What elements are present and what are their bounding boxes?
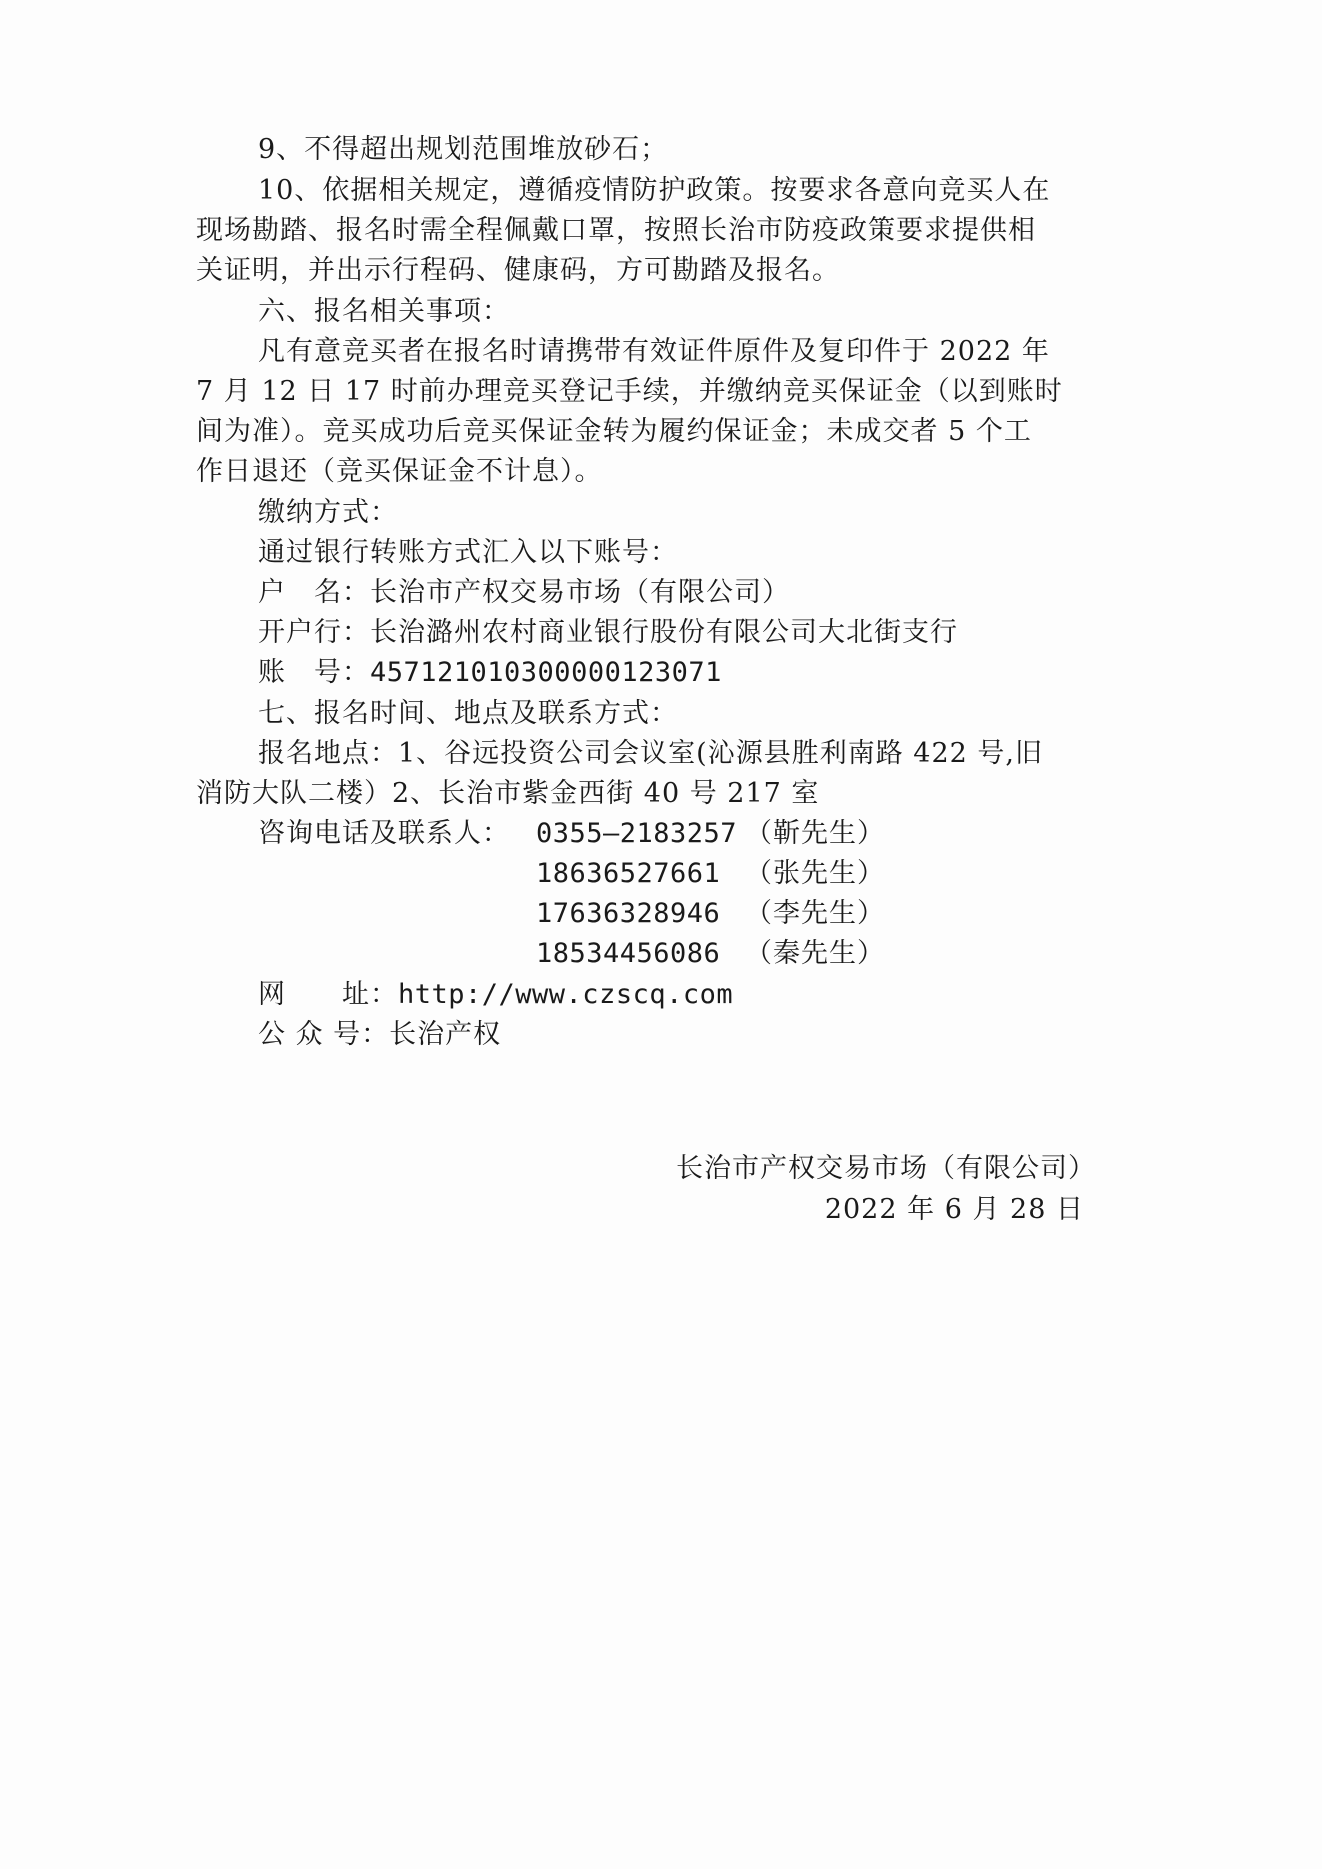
account-number-row [258, 654, 722, 692]
wechat-account: 公 众 号：长治产权 [258, 1019, 502, 1050]
website-row [258, 976, 733, 1014]
item-9: 9、不得超出规划范围堆放砂石； [258, 134, 669, 165]
item-10-line-3: 关证明，并出示行程码、健康码，方可勘踏及报名。 [196, 255, 840, 286]
contact-phone: 17636328946 [536, 898, 721, 929]
item-10-line-2: 现场勘踏、报名时需全程佩戴口罩，按照长治市防疫政策要求提供相 [196, 215, 1036, 246]
contact-phone: 0355—2183257 [536, 818, 738, 849]
contact-person: （李先生） [745, 898, 885, 929]
contact-person: （靳先生） [745, 818, 885, 849]
section-6-paragraph-line-3: 间为准）。竞买成功后竞买保证金转为履约保证金；未成交者 5 个工 [196, 416, 1032, 447]
website-link[interactable]: http://www.czscq.com [398, 979, 734, 1010]
bank-name: 开户行：长治潞州农村商业银行股份有限公司大北街支行 [258, 617, 958, 648]
signature-org: 长治市产权交易市场（有限公司） [676, 1153, 1096, 1184]
contact-phone: 18534456086 [536, 938, 721, 969]
contact-phone: 18636527661 [536, 858, 721, 889]
contact-person: （秦先生） [745, 938, 885, 969]
section-6-paragraph-line-4: 作日退还（竞买保证金不计息）。 [196, 456, 603, 487]
contact-person: （张先生） [745, 858, 885, 889]
section-6-paragraph-line-2: 7 月 12 日 17 时前办理竞买登记手续，并缴纳竞买保证金（以到账时 [196, 376, 1063, 407]
account-name: 户 名：长治市产权交易市场（有限公司） [258, 577, 790, 608]
account-number: 457121010300000123071 [370, 657, 722, 688]
account-number-label: 账 号： [258, 657, 370, 688]
section-6-heading: 六、报名相关事项： [258, 296, 510, 327]
payment-intro: 通过银行转账方式汇入以下账号： [258, 537, 678, 568]
section-7-heading: 七、报名时间、地点及联系方式： [258, 698, 678, 729]
contact-label: 咨询电话及联系人： [258, 818, 510, 849]
item-10-line-1: 10、依据相关规定，遵循疫情防护政策。按要求各意向竞买人在 [258, 175, 1051, 206]
signature-date: 2022 年 6 月 28 日 [824, 1194, 1084, 1225]
location-line-1: 报名地点：1、谷远投资公司会议室(沁源县胜利南路 422 号,旧 [258, 738, 1043, 769]
location-line-2: 消防大队二楼）2、长治市紫金西街 40 号 217 室 [196, 778, 820, 809]
payment-heading: 缴纳方式： [258, 497, 398, 528]
website-label: 网 址： [258, 979, 398, 1010]
section-6-paragraph-line-1: 凡有意竞买者在报名时请携带有效证件原件及复印件于 2022 年 [258, 336, 1050, 367]
